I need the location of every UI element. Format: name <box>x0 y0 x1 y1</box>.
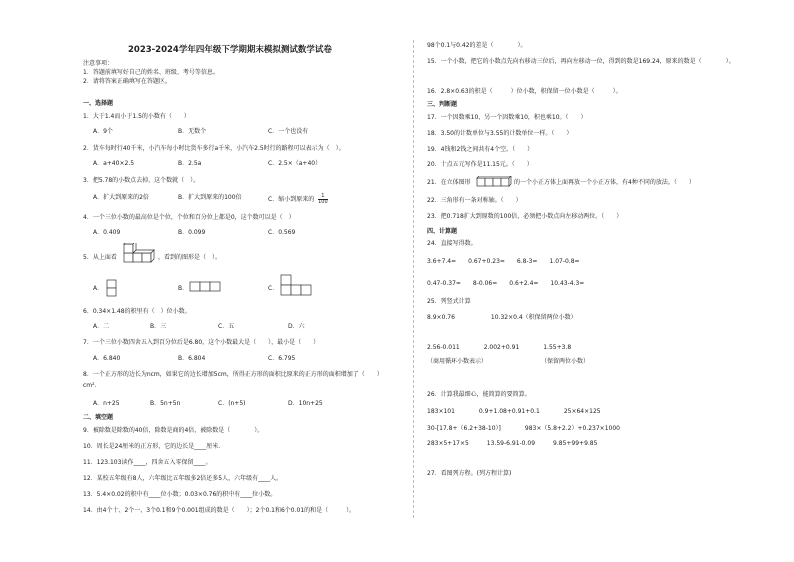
q8-option-b: B．5n+5n <box>150 400 181 407</box>
q5-option-a: A． <box>93 285 104 292</box>
q2-option-a: A．a+40×2.5 <box>93 160 135 167</box>
question-12: 12．某校五年级有8人，六年级比五年级多2倍还多5人，六年级有____人。 <box>83 475 283 482</box>
q4-option-b: B．0.099 <box>178 229 206 236</box>
q4-option-c: C．0.569 <box>268 229 296 236</box>
q3-option-b: B．扩大到原来的100倍 <box>178 194 242 201</box>
vertical-calc-row-1: 8.9×0.76 10.32×0.4（积保留两位小数） <box>427 314 577 321</box>
q3-option-c-text: C．缩小到原来的 <box>268 196 315 203</box>
section-calc-heading: 四、计算题 <box>427 228 458 235</box>
q5-option-a-figure <box>106 279 118 297</box>
q2-option-c: C．2.5×（a+40） <box>268 160 322 167</box>
q2-option-b: B．2.5a <box>178 160 202 167</box>
direct-calc-row-1: 3.6+7.4= 0.67+0.23= 6.8-3= 1.07-0.8= <box>427 258 580 265</box>
q6-option-a: A．二 <box>93 323 110 330</box>
question-5-suffix: ，看到的图形是（ ）。 <box>158 254 222 261</box>
q6-option-b: B．三 <box>150 323 167 330</box>
q5-option-b-figure <box>189 281 221 293</box>
question-3: 3．把5.78的小数点去掉，这个数就（ ）。 <box>83 177 200 184</box>
q1-option-b: B．无数个 <box>178 128 207 135</box>
question-20: 20．十点五元写作是11.15元。（ ） <box>427 161 533 168</box>
q4-option-a: A．0.409 <box>93 229 121 236</box>
section-judge-heading: 三、判断题 <box>427 101 458 108</box>
simplify-row-2: 30-[17.8+（6.2+38-10）] 983×（5.8+2.2）+0.237×1000 <box>427 425 620 432</box>
q3-fraction-numerator: 1 <box>318 194 328 200</box>
q6-option-d: D．六 <box>288 323 305 330</box>
q8-option-c: C．(n+5) <box>218 400 246 407</box>
question-23: 23．把0.718扩大到原数的100倍，必须把小数点向左移动两位。（ ） <box>427 213 623 220</box>
cube-stack-figure <box>122 243 156 267</box>
simplify-row-3: 283×5+17×5 13.59-6.91-0.09 9.85+99+9.85 <box>427 440 598 447</box>
question-25: 25．列竖式计算 <box>427 298 471 305</box>
q7-option-a: A．6.840 <box>93 355 121 362</box>
q5-option-c-figure <box>280 274 312 296</box>
question-26: 26．计算我最细心，能简算的要简算。 <box>427 391 531 398</box>
question-22: 22．三角形有一条对称轴。（ ） <box>427 197 522 204</box>
vertical-calc-note: （商用循环小数表示） （保留两位小数） <box>427 358 590 365</box>
question-18: 18．3.50的计数单位与3.55的计数单位一样。（ ） <box>427 130 573 137</box>
question-1: 1．大于1.4而小于1.5的小数有（ ） <box>83 113 190 120</box>
question-11: 11．123.103读作____，四舍五入零保留____。 <box>83 459 212 466</box>
question-9: 9．被除数是除数的40倍，除数是商的4倍，被除数是（ ）。 <box>83 427 264 434</box>
question-4: 4．一个三位小数的最高位是个位，个位和百分位上都是0，这个数可以是（ ） <box>83 214 295 221</box>
question-5-prefix: 5．从上面看 <box>83 254 117 261</box>
question-14-continued: 98个0.1与0.42的差是（ ）。 <box>427 42 527 49</box>
question-21-suffix: 的一个小正方体上面再放一个小正方体，有4种不同的放法。（ ） <box>514 179 695 186</box>
question-21-prefix: 21．在立体图形 <box>427 179 471 186</box>
q6-option-c: C．五 <box>218 323 235 330</box>
notes-heading: 注意事项： <box>83 60 114 67</box>
direct-calc-row-2: 0.47-0.37= 8-0.06= 0.6+2.4= 10.43-4.3= <box>427 280 585 287</box>
question-17: 17．一个因数乘10，另一个因数乘10，积也乘10。（ ） <box>427 114 587 121</box>
q3-option-c <box>268 194 328 205</box>
question-27: 27．看图列方程。(列方程计算) <box>427 470 512 477</box>
question-6: 6．0.34×1.48的积里有（ ）位小数。 <box>83 308 191 315</box>
simplify-row-1: 183×101 0.9+1.08+0.91+0.1 25×64×125 <box>427 408 601 415</box>
q7-option-c: C．6.795 <box>268 355 296 362</box>
q1-option-a: A．9个 <box>93 128 113 135</box>
column-divider <box>413 40 414 518</box>
section-choice-heading: 一、选择题 <box>83 100 114 107</box>
q7-option-b: B．6.804 <box>178 355 206 362</box>
question-15: 15．一个小数，把它的小数点先向右移动三位后，再向左移动一位，得到的数是169.24，原来的数是（ ）。 <box>427 58 735 65</box>
q3-fraction <box>318 194 328 205</box>
question-19: 19．4钱和2钱之间共有4个空。（ ） <box>427 146 534 153</box>
question-2: 2．货车每时行40千米，小汽车每小时比货车多行a千米，小汽车2.5时行的路程可以表示为（ ）。 <box>83 145 345 152</box>
question-8: 8．一个正方形的边长为ncm，如果它的边长增加5cm，所得正方形的面积比原来的正方形的面积增加了（ ） <box>83 371 383 378</box>
q3-option-a: A．扩大到原来的2倍 <box>93 194 149 201</box>
question-16: 16．2.8×0.63的积是（ ）位小数，积保留一位小数是（ ）。 <box>427 88 622 95</box>
exam-title: 2023-2024学年四年级下学期期末模拟测试数学试卷 <box>128 45 332 55</box>
question-13: 13．5.4×0.02的积中有____位小数；0.03×0.76的积中有____位小数。 <box>83 491 277 498</box>
q8-option-d: D．10n+25 <box>288 400 323 407</box>
question-10: 10．周长是24厘米的正方形，它的边长是____厘米． <box>83 443 225 450</box>
question-14: 14．由4个十、2个一、3个0.1和9个0.001组成的数是（ ）；2个0.1和6个0.01的和是（ ）。 <box>83 507 356 514</box>
q1-option-c: C．一个也没有 <box>268 128 309 135</box>
note-1: 1．答题前填写好自己的姓名、班级、考号等信息。 <box>83 69 219 76</box>
row-of-cubes-figure <box>476 176 512 188</box>
q5-option-b: B． <box>178 285 189 292</box>
section-fill-heading: 二、填空题 <box>83 414 114 421</box>
vertical-calc-row-2: 2.56-0.011 2.002+0.91 1.55+3.8 <box>427 344 572 351</box>
question-8-unit: cm². <box>83 382 97 389</box>
q3-fraction-denominator: 100 <box>318 199 328 205</box>
question-24: 24．直接写得数。 <box>427 240 477 247</box>
q8-option-a: A．n+25 <box>93 400 120 407</box>
note-2: 2．请将答案正确填写在答题区。 <box>83 78 171 85</box>
q5-option-c: C． <box>268 285 279 292</box>
question-7: 7．一个三位小数四舍五入到百分位后是6.80，这个小数最大是（ ），最小是（ ） <box>83 339 320 346</box>
